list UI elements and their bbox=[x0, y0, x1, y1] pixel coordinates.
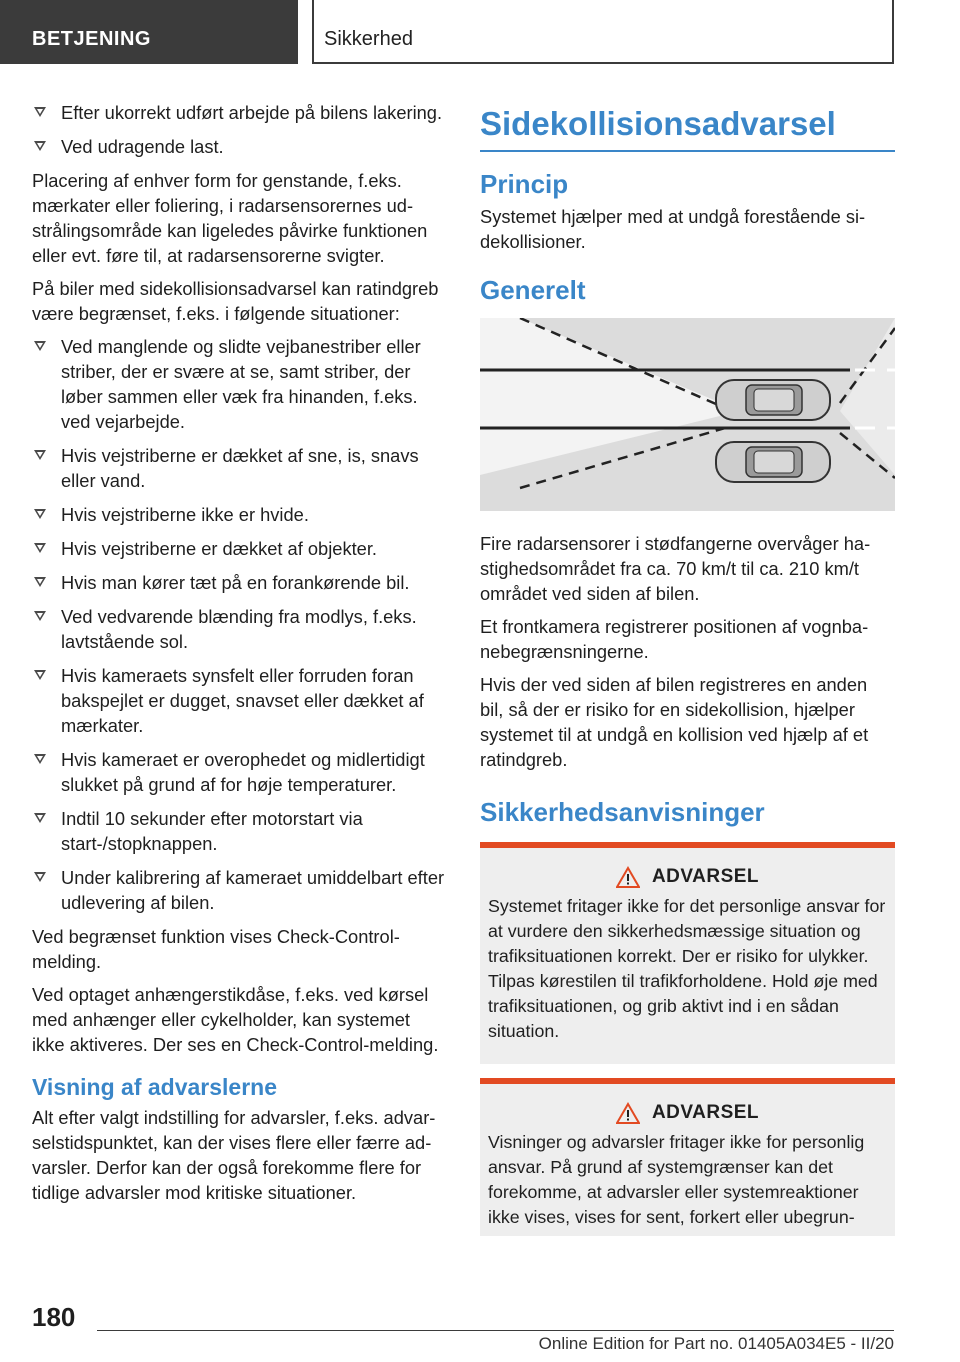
car-icon bbox=[716, 442, 830, 482]
list-item: Hvis vejstriberne er dækket af objekter. bbox=[32, 536, 447, 561]
paragraph: Et frontkamera registrerer positionen af vognbanebegrænsningerne. bbox=[480, 616, 869, 662]
footer-edition: Online Edition for Part no. 01405A034E5 - II/20 bbox=[538, 1334, 894, 1353]
right-column bbox=[480, 100, 895, 1250]
section-heading: Visning af advarslerne bbox=[32, 1074, 278, 1100]
bullet-triangle-icon bbox=[34, 754, 46, 764]
bullet-triangle-icon bbox=[34, 670, 46, 680]
list-item: Hvis kameraets synsfelt eller forruden foran bakspejlet er dugget, snavset eller dækket af mærkater. bbox=[32, 663, 447, 738]
section-heading: Princip bbox=[480, 169, 569, 199]
list-item: Ved udragende last. bbox=[32, 134, 447, 159]
sensor-cone-rear bbox=[480, 318, 740, 475]
section-heading: Generelt bbox=[480, 275, 586, 305]
list-item: Hvis man kører tæt på en forankørende bil. bbox=[32, 570, 447, 595]
bullet-triangle-icon bbox=[34, 813, 46, 823]
footer-divider bbox=[97, 1330, 894, 1331]
side-collision-diagram bbox=[480, 318, 895, 511]
header-section-tab bbox=[0, 0, 298, 64]
warning-triangle-icon bbox=[616, 866, 640, 888]
list-item: Ved manglende og slidte vejbanestriber eller striber, der er svære at se, samt striber, der løber sammen eller væk fra hinanden, f.eks. ved vejarbejde. bbox=[32, 334, 447, 434]
bullet-triangle-icon bbox=[34, 341, 46, 351]
warning-text: Systemet fritager ikke for det personlige ansvar for at vurdere den sikkerhedsmæssige situation og trafiksituationen korrekt. Der er risiko for ulykker. Tilpas kørestilen til trafikforholdene. Hold øje med trafiksituationen, og grib aktivt ind i en sådan situation. bbox=[488, 896, 886, 1041]
paragraph: Hvis der ved siden af bilen registreres en anden bil, så der er risiko for en sidekollision, hjælper systemet til at undgå en kollision ved hjælp af et ratindgreb. bbox=[480, 674, 869, 770]
warning-text: Visninger og advarsler fritager ikke for personlig ansvar. På grund af systemgrænser kan det forekomme, at advarsler eller systemreaktioner ikke vises, vises for sent, forkert eller ubegrun- bbox=[488, 1132, 865, 1227]
bullet-triangle-icon bbox=[34, 611, 46, 621]
paragraph: Alt efter valgt indstilling for advarsler, f.eks. advarselstidspunktet, kan der vises flere eller færre advarsler. Derfor kan der også forekomme flere for tidlige advarsler mod kritiske situationer. bbox=[32, 1107, 436, 1203]
bullet-triangle-icon bbox=[34, 872, 46, 882]
paragraph: Fire radarsensorer i stødfangerne overvåger hastighedsområdet fra ca. 70 km/t til ca. 210 km/t området ved siden af bilen. bbox=[480, 533, 871, 604]
left-column bbox=[32, 100, 447, 1213]
header-subsection-tab bbox=[312, 0, 894, 64]
bullet-triangle-icon bbox=[34, 450, 46, 460]
list-item: Hvis vejstriberne er dækket af sne, is, snavs eller vand. bbox=[32, 443, 447, 493]
bullet-triangle-icon bbox=[34, 107, 46, 117]
paragraph: Ved optaget anhængerstikdåse, f.eks. ved kørsel med anhænger eller cykelholder, kan systemet ikke aktiveres. Der ses en Check-Control-melding. bbox=[32, 984, 439, 1055]
list-item: Efter ukorrekt udført arbejde på bilens lakering. bbox=[32, 100, 447, 125]
list-item: Hvis vejstriberne ikke er hvide. bbox=[32, 502, 447, 527]
warning-title: ADVARSEL bbox=[651, 1102, 760, 1123]
header-subsection-label: Sikkerhed bbox=[324, 28, 413, 50]
list-item: Hvis kameraet er overophedet og midlertidigt slukket på grund af for høje temperaturer. bbox=[32, 747, 447, 797]
paragraph: På biler med sidekollisionsadvarsel kan ratindgreb være begrænset, f.eks. i følgende situationer: bbox=[32, 278, 439, 324]
warning-triangle-icon bbox=[616, 1102, 640, 1124]
list-item: Indtil 10 sekunder efter motorstart via start-/stopknappen. bbox=[32, 806, 447, 856]
road-illustration bbox=[480, 318, 895, 511]
header-section-label: BETJENING bbox=[32, 28, 151, 50]
car-icon bbox=[716, 380, 830, 420]
warning-box bbox=[480, 1078, 895, 1236]
paragraph: Placering af enhver form for genstande, f.eks. mærkater eller foliering, i radarsensorernes udstrålingsområde kan ligeledes påvirke funktionen eller evt. føre til, at radarsensorerne svigter. bbox=[32, 170, 428, 266]
warning-box bbox=[480, 842, 895, 1064]
list-item: Ved vedvarende blænding fra modlys, f.eks. lavtstående sol. bbox=[32, 604, 447, 654]
list-item: Under kalibrering af kameraet umiddelbart efter udlevering af bilen. bbox=[32, 865, 447, 915]
section-heading: Sikkerhedsanvisninger bbox=[480, 797, 765, 827]
warning-title: ADVARSEL bbox=[651, 866, 760, 887]
paragraph: Ved begrænset funktion vises Check-Control-melding. bbox=[32, 926, 400, 972]
bullet-triangle-icon bbox=[34, 577, 46, 587]
sensor-cone-front bbox=[840, 318, 895, 475]
page-title: Sidekollisionsadvarsel bbox=[480, 104, 895, 152]
bullet-triangle-icon bbox=[34, 509, 46, 519]
bullet-triangle-icon bbox=[34, 543, 46, 553]
paragraph: Systemet hjælper med at undgå forestående sidekollisioner. bbox=[480, 206, 866, 252]
page-number: 180 bbox=[32, 1302, 76, 1332]
bullet-triangle-icon bbox=[34, 141, 46, 151]
